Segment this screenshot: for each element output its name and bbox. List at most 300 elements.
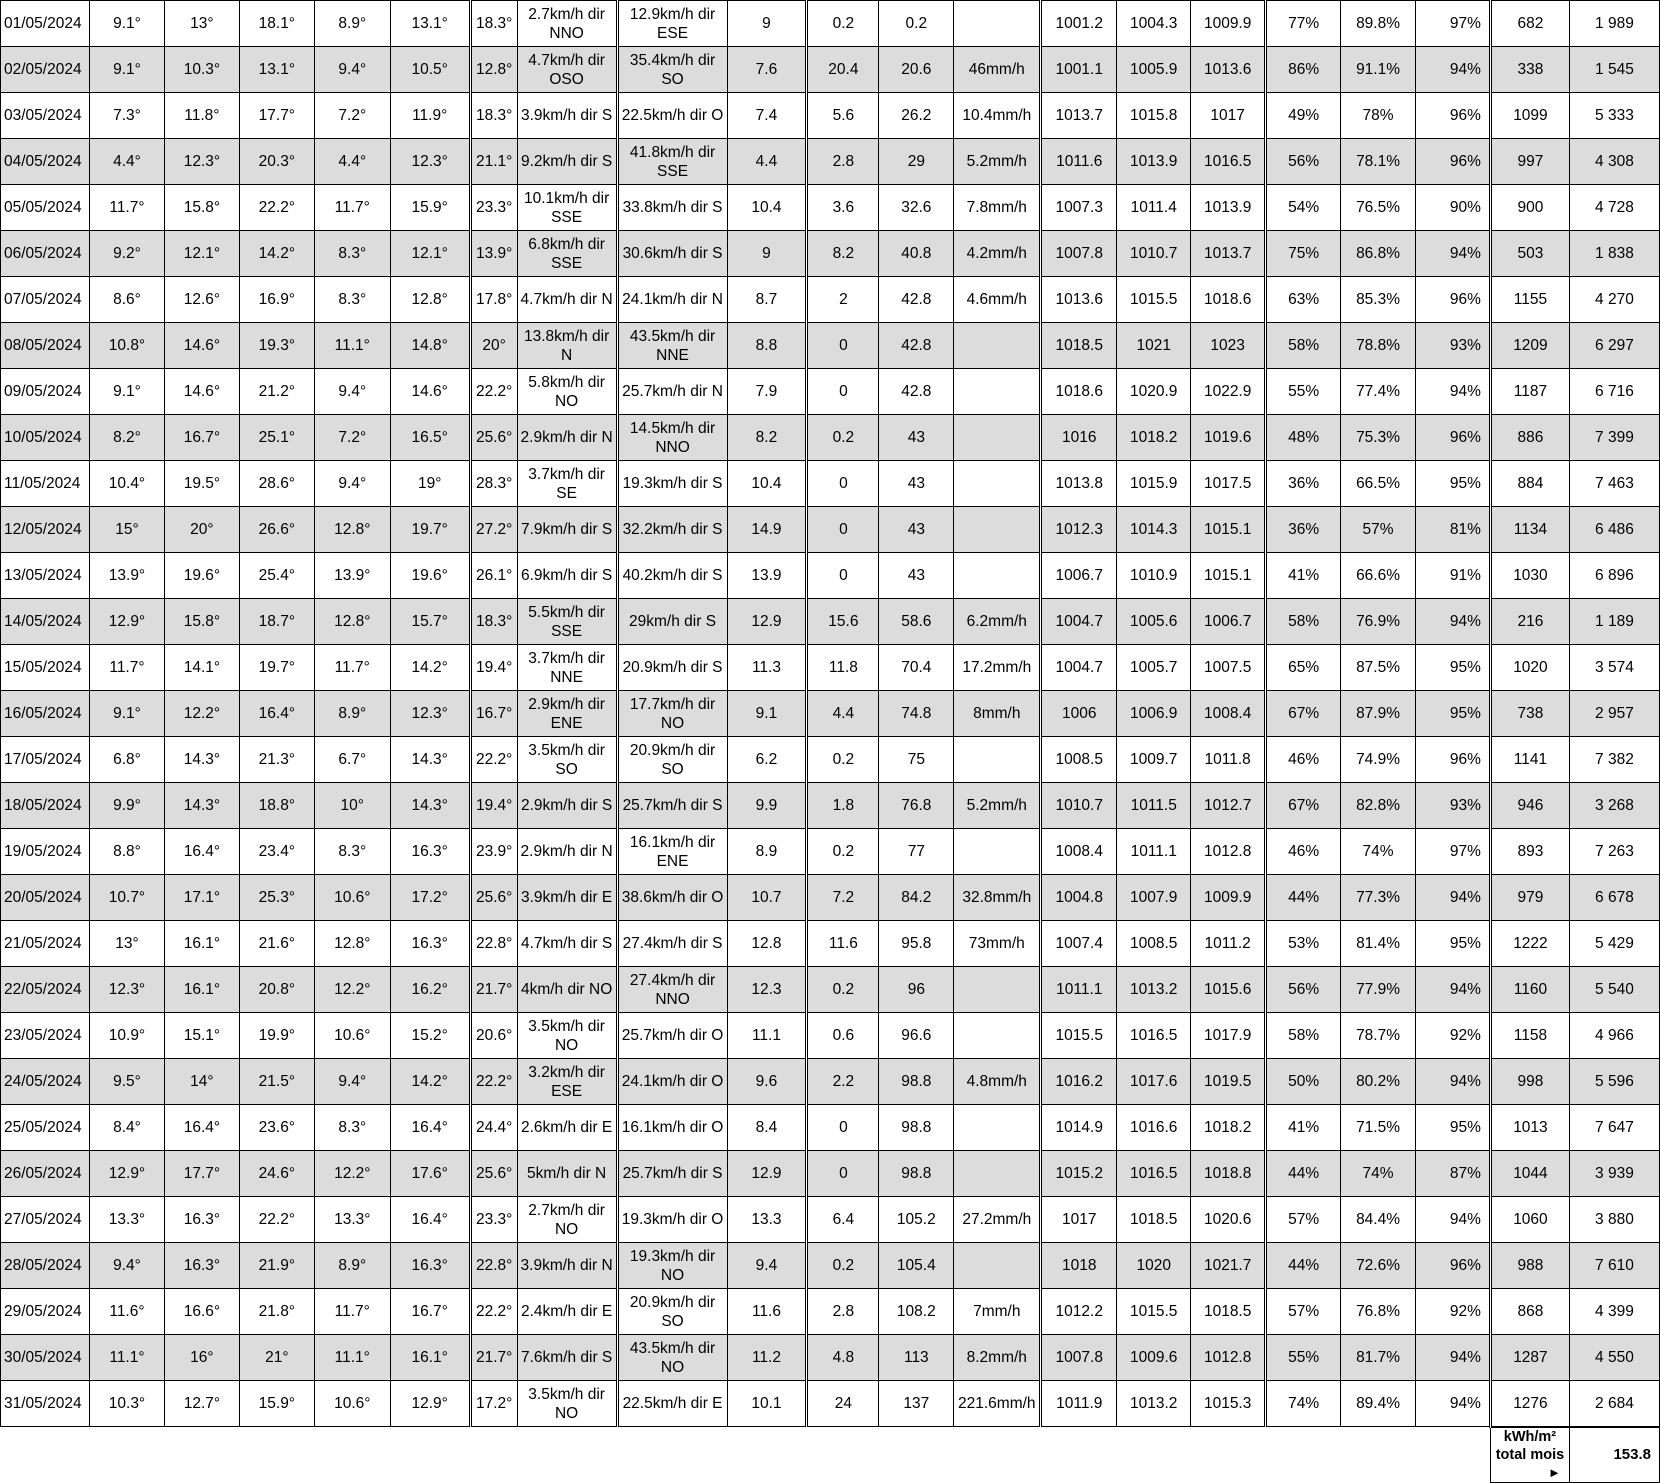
cell-pressure-avg: 1008.5 <box>1117 921 1191 967</box>
cell-rain-day: 0 <box>807 323 879 369</box>
cell-wind-gust: 20.9km/h dir SO <box>617 1289 727 1335</box>
cell-wind-gust: 19.3km/h dir O <box>617 1197 727 1243</box>
cell-rain-day: 2.2 <box>807 1059 879 1105</box>
cell-pressure-max: 1018.8 <box>1191 1151 1266 1197</box>
cell-humidity-avg: 76.9% <box>1341 599 1416 645</box>
cell-solar-max: 1134 <box>1490 507 1569 553</box>
cell-wind-avg: 3.9km/h dir S <box>517 93 617 139</box>
cell-temp-min: 12.9° <box>89 1151 164 1197</box>
cell-temp2-avg: 12.3° <box>390 139 470 185</box>
cell-rain-day: 1.8 <box>807 783 879 829</box>
cell-temp2-min: 11.7° <box>314 185 390 231</box>
cell-temp-avg: 15.1° <box>164 1013 239 1059</box>
table-row <box>1 323 1660 369</box>
cell-pressure-max: 1017.5 <box>1191 461 1266 507</box>
cell-rain-rate: 4.2mm/h <box>954 231 1041 277</box>
table-row <box>1 1013 1660 1059</box>
cell-solar-total: 6 896 <box>1569 553 1659 599</box>
cell-temp-min: 13.9° <box>89 553 164 599</box>
cell-humidity-min: 67% <box>1266 691 1341 737</box>
cell-solar-max: 900 <box>1490 185 1569 231</box>
cell-wind-avg: 3.2km/h dir ESE <box>517 1059 617 1105</box>
cell-humidity-avg: 78.7% <box>1341 1013 1416 1059</box>
cell-dew-point: 9 <box>727 231 807 277</box>
cell-rain-day: 8.2 <box>807 231 879 277</box>
cell-humidity-min: 63% <box>1266 277 1341 323</box>
cell-dew-point: 10.7 <box>727 875 807 921</box>
cell-solar-total: 7 610 <box>1569 1243 1659 1289</box>
cell-pressure-avg: 1004.3 <box>1117 1 1191 47</box>
cell-rain-cumul: 74.8 <box>879 691 954 737</box>
cell-temp-min: 11.1° <box>89 1335 164 1381</box>
cell-wind-gust: 38.6km/h dir O <box>617 875 727 921</box>
cell-rain-cumul: 105.4 <box>879 1243 954 1289</box>
cell-humidity-avg: 78.8% <box>1341 323 1416 369</box>
cell-pressure-min: 1011.1 <box>1041 967 1117 1013</box>
cell-humidity-min: 44% <box>1266 875 1341 921</box>
cell-humidity-avg: 57% <box>1341 507 1416 553</box>
cell-solar-total: 4 399 <box>1569 1289 1659 1335</box>
cell-temp-avg: 14.6° <box>164 323 239 369</box>
table-row <box>1 1197 1660 1243</box>
cell-solar-max: 868 <box>1490 1289 1569 1335</box>
cell-date: 15/05/2024 <box>1 645 90 691</box>
cell-pressure-avg: 1011.4 <box>1117 185 1191 231</box>
cell-temp2-max: 22.2° <box>470 1059 517 1105</box>
cell-humidity-max: 96% <box>1416 1243 1491 1289</box>
table-row <box>1 47 1660 93</box>
cell-wind-gust: 19.3km/h dir S <box>617 461 727 507</box>
cell-temp2-min: 12.2° <box>314 1151 390 1197</box>
cell-date: 13/05/2024 <box>1 553 90 599</box>
cell-pressure-avg: 1005.9 <box>1117 47 1191 93</box>
cell-temp2-max: 18.3° <box>470 93 517 139</box>
table-row <box>1 415 1660 461</box>
cell-temp2-avg: 13.1° <box>390 1 470 47</box>
cell-temp-avg: 16.4° <box>164 829 239 875</box>
cell-rain-day: 2 <box>807 277 879 323</box>
cell-temp2-max: 25.6° <box>470 415 517 461</box>
cell-pressure-min: 1013.6 <box>1041 277 1117 323</box>
cell-temp2-max: 20.6° <box>470 1013 517 1059</box>
table-row <box>1 1151 1660 1197</box>
cell-pressure-avg: 1021 <box>1117 323 1191 369</box>
cell-humidity-max: 94% <box>1416 1197 1491 1243</box>
cell-dew-point: 12.9 <box>727 1151 807 1197</box>
cell-humidity-max: 92% <box>1416 1013 1491 1059</box>
cell-solar-max: 1044 <box>1490 1151 1569 1197</box>
cell-temp-min: 9.1° <box>89 47 164 93</box>
cell-temp2-max: 21.1° <box>470 139 517 185</box>
cell-temp-avg: 20° <box>164 507 239 553</box>
cell-solar-total: 6 486 <box>1569 507 1659 553</box>
cell-rain-rate <box>954 967 1041 1013</box>
cell-rain-rate: 10.4mm/h <box>954 93 1041 139</box>
cell-solar-max: 1160 <box>1490 967 1569 1013</box>
cell-rain-rate: 7.8mm/h <box>954 185 1041 231</box>
cell-pressure-max: 1018.6 <box>1191 277 1266 323</box>
cell-temp-min: 11.6° <box>89 1289 164 1335</box>
cell-wind-gust: 29km/h dir S <box>617 599 727 645</box>
cell-pressure-avg: 1009.6 <box>1117 1335 1191 1381</box>
cell-solar-max: 1141 <box>1490 737 1569 783</box>
cell-humidity-min: 55% <box>1266 1335 1341 1381</box>
cell-rain-day: 2.8 <box>807 139 879 185</box>
cell-pressure-max: 1015.6 <box>1191 967 1266 1013</box>
cell-humidity-avg: 89.8% <box>1341 1 1416 47</box>
cell-temp2-min: 10.6° <box>314 875 390 921</box>
cell-humidity-max: 96% <box>1416 277 1491 323</box>
cell-rain-cumul: 75 <box>879 737 954 783</box>
cell-pressure-avg: 1013.9 <box>1117 139 1191 185</box>
cell-humidity-avg: 76.5% <box>1341 185 1416 231</box>
cell-rain-day: 15.6 <box>807 599 879 645</box>
cell-wind-gust: 20.9km/h dir SO <box>617 737 727 783</box>
cell-wind-gust: 25.7km/h dir N <box>617 369 727 415</box>
cell-pressure-min: 1007.8 <box>1041 231 1117 277</box>
cell-solar-total: 5 540 <box>1569 967 1659 1013</box>
cell-dew-point: 12.3 <box>727 967 807 1013</box>
cell-wind-gust: 22.5km/h dir E <box>617 1381 727 1427</box>
cell-temp2-min: 12.8° <box>314 921 390 967</box>
cell-wind-avg: 2.9km/h dir ENE <box>517 691 617 737</box>
cell-humidity-avg: 77.4% <box>1341 369 1416 415</box>
cell-pressure-min: 1018.5 <box>1041 323 1117 369</box>
cell-pressure-avg: 1020.9 <box>1117 369 1191 415</box>
cell-temp2-min: 11.7° <box>314 645 390 691</box>
cell-wind-gust: 14.5km/h dir NNO <box>617 415 727 461</box>
cell-solar-max: 1013 <box>1490 1105 1569 1151</box>
cell-humidity-min: 44% <box>1266 1151 1341 1197</box>
cell-solar-max: 216 <box>1490 599 1569 645</box>
cell-temp2-max: 26.1° <box>470 553 517 599</box>
cell-temp2-max: 24.4° <box>470 1105 517 1151</box>
cell-humidity-max: 87% <box>1416 1151 1491 1197</box>
cell-humidity-max: 93% <box>1416 783 1491 829</box>
cell-rain-rate: 73mm/h <box>954 921 1041 967</box>
cell-temp2-min: 10° <box>314 783 390 829</box>
cell-rain-rate <box>954 1013 1041 1059</box>
cell-solar-total: 4 308 <box>1569 139 1659 185</box>
cell-temp2-max: 23.3° <box>470 1197 517 1243</box>
table-row <box>1 93 1660 139</box>
cell-temp-max: 23.4° <box>239 829 314 875</box>
cell-rain-rate <box>954 415 1041 461</box>
cell-date: 09/05/2024 <box>1 369 90 415</box>
monthly-total-row <box>1 1427 1660 1483</box>
cell-solar-total: 1 838 <box>1569 231 1659 277</box>
cell-humidity-min: 67% <box>1266 783 1341 829</box>
cell-pressure-min: 1004.8 <box>1041 875 1117 921</box>
cell-wind-avg: 4.7km/h dir OSO <box>517 47 617 93</box>
cell-humidity-max: 96% <box>1416 93 1491 139</box>
cell-temp-avg: 16.4° <box>164 1105 239 1151</box>
cell-solar-total: 7 382 <box>1569 737 1659 783</box>
cell-solar-total: 2 684 <box>1569 1381 1659 1427</box>
cell-rain-rate <box>954 507 1041 553</box>
cell-rain-cumul: 43 <box>879 415 954 461</box>
cell-pressure-max: 1007.5 <box>1191 645 1266 691</box>
cell-temp-min: 8.6° <box>89 277 164 323</box>
cell-rain-cumul: 137 <box>879 1381 954 1427</box>
cell-rain-day: 4.8 <box>807 1335 879 1381</box>
cell-date: 02/05/2024 <box>1 47 90 93</box>
cell-temp-min: 13.3° <box>89 1197 164 1243</box>
cell-humidity-avg: 66.5% <box>1341 461 1416 507</box>
cell-temp2-min: 12.2° <box>314 967 390 1013</box>
table-row <box>1 783 1660 829</box>
cell-humidity-max: 95% <box>1416 1105 1491 1151</box>
cell-solar-total: 2 957 <box>1569 691 1659 737</box>
table-row <box>1 1335 1660 1381</box>
table-row <box>1 691 1660 737</box>
cell-temp2-max: 28.3° <box>470 461 517 507</box>
cell-wind-avg: 10.1km/h dir SSE <box>517 185 617 231</box>
cell-temp-avg: 14.1° <box>164 645 239 691</box>
cell-humidity-max: 94% <box>1416 1335 1491 1381</box>
cell-humidity-avg: 86.8% <box>1341 231 1416 277</box>
cell-wind-gust: 25.7km/h dir S <box>617 1151 727 1197</box>
cell-humidity-min: 56% <box>1266 139 1341 185</box>
cell-wind-avg: 2.7km/h dir NO <box>517 1197 617 1243</box>
cell-pressure-avg: 1014.3 <box>1117 507 1191 553</box>
cell-solar-max: 1209 <box>1490 323 1569 369</box>
cell-temp-max: 19.9° <box>239 1013 314 1059</box>
cell-rain-cumul: 42.8 <box>879 323 954 369</box>
cell-solar-max: 1030 <box>1490 553 1569 599</box>
cell-rain-rate: 5.2mm/h <box>954 139 1041 185</box>
cell-wind-avg: 3.5km/h dir SO <box>517 737 617 783</box>
cell-date: 24/05/2024 <box>1 1059 90 1105</box>
cell-pressure-max: 1022.9 <box>1191 369 1266 415</box>
cell-temp-min: 9.1° <box>89 691 164 737</box>
cell-pressure-avg: 1010.9 <box>1117 553 1191 599</box>
cell-temp-avg: 17.1° <box>164 875 239 921</box>
cell-dew-point: 13.3 <box>727 1197 807 1243</box>
cell-pressure-min: 1007.3 <box>1041 185 1117 231</box>
cell-pressure-min: 1013.7 <box>1041 93 1117 139</box>
cell-pressure-avg: 1011.5 <box>1117 783 1191 829</box>
table-row <box>1 461 1660 507</box>
cell-humidity-max: 94% <box>1416 231 1491 277</box>
cell-rain-day: 0 <box>807 1151 879 1197</box>
cell-date: 18/05/2024 <box>1 783 90 829</box>
table-row <box>1 921 1660 967</box>
cell-humidity-min: 49% <box>1266 93 1341 139</box>
cell-rain-day: 0.6 <box>807 1013 879 1059</box>
cell-wind-avg: 9.2km/h dir S <box>517 139 617 185</box>
cell-temp2-avg: 16.4° <box>390 1105 470 1151</box>
cell-temp2-min: 8.3° <box>314 231 390 277</box>
cell-wind-avg: 3.9km/h dir E <box>517 875 617 921</box>
cell-dew-point: 9 <box>727 1 807 47</box>
cell-temp2-avg: 14.6° <box>390 369 470 415</box>
cell-temp2-max: 23.3° <box>470 185 517 231</box>
cell-rain-cumul: 98.8 <box>879 1105 954 1151</box>
cell-temp2-max: 19.4° <box>470 645 517 691</box>
table-row <box>1 645 1660 691</box>
cell-temp-avg: 14.6° <box>164 369 239 415</box>
cell-pressure-min: 1012.2 <box>1041 1289 1117 1335</box>
cell-humidity-min: 48% <box>1266 415 1341 461</box>
cell-rain-rate: 6.2mm/h <box>954 599 1041 645</box>
cell-dew-point: 8.2 <box>727 415 807 461</box>
cell-pressure-max: 1018.5 <box>1191 1289 1266 1335</box>
cell-temp2-min: 9.4° <box>314 461 390 507</box>
cell-date: 28/05/2024 <box>1 1243 90 1289</box>
cell-rain-cumul: 95.8 <box>879 921 954 967</box>
cell-temp2-max: 25.6° <box>470 875 517 921</box>
cell-solar-total: 6 678 <box>1569 875 1659 921</box>
cell-temp-min: 10.7° <box>89 875 164 921</box>
cell-wind-avg: 6.8km/h dir SSE <box>517 231 617 277</box>
cell-solar-max: 503 <box>1490 231 1569 277</box>
cell-humidity-avg: 78.1% <box>1341 139 1416 185</box>
cell-wind-avg: 3.5km/h dir NO <box>517 1013 617 1059</box>
cell-temp-max: 19.7° <box>239 645 314 691</box>
cell-temp2-min: 8.9° <box>314 1243 390 1289</box>
cell-rain-cumul: 42.8 <box>879 277 954 323</box>
cell-wind-gust: 20.9km/h dir S <box>617 645 727 691</box>
cell-dew-point: 7.6 <box>727 47 807 93</box>
cell-temp2-avg: 14.2° <box>390 1059 470 1105</box>
cell-date: 23/05/2024 <box>1 1013 90 1059</box>
cell-temp-max: 20.8° <box>239 967 314 1013</box>
cell-rain-cumul: 84.2 <box>879 875 954 921</box>
cell-date: 17/05/2024 <box>1 737 90 783</box>
cell-humidity-min: 55% <box>1266 369 1341 415</box>
cell-date: 14/05/2024 <box>1 599 90 645</box>
cell-humidity-max: 97% <box>1416 829 1491 875</box>
cell-temp2-min: 11.1° <box>314 1335 390 1381</box>
cell-temp2-min: 11.1° <box>314 323 390 369</box>
cell-temp2-avg: 10.5° <box>390 47 470 93</box>
cell-temp2-min: 8.3° <box>314 829 390 875</box>
cell-humidity-avg: 84.4% <box>1341 1197 1416 1243</box>
cell-wind-gust: 16.1km/h dir O <box>617 1105 727 1151</box>
cell-temp2-avg: 16.1° <box>390 1335 470 1381</box>
cell-humidity-max: 94% <box>1416 599 1491 645</box>
cell-solar-total: 5 596 <box>1569 1059 1659 1105</box>
cell-dew-point: 6.2 <box>727 737 807 783</box>
cell-wind-gust: 32.2km/h dir S <box>617 507 727 553</box>
table-row <box>1 369 1660 415</box>
cell-temp2-max: 13.9° <box>470 231 517 277</box>
cell-rain-cumul: 43 <box>879 553 954 599</box>
cell-solar-total: 3 880 <box>1569 1197 1659 1243</box>
cell-humidity-avg: 87.9% <box>1341 691 1416 737</box>
cell-rain-cumul: 29 <box>879 139 954 185</box>
cell-wind-gust: 41.8km/h dir SSE <box>617 139 727 185</box>
cell-solar-total: 3 268 <box>1569 783 1659 829</box>
cell-temp-min: 11.7° <box>89 645 164 691</box>
cell-temp2-avg: 17.6° <box>390 1151 470 1197</box>
cell-date: 27/05/2024 <box>1 1197 90 1243</box>
cell-solar-total: 4 550 <box>1569 1335 1659 1381</box>
cell-pressure-min: 1011.6 <box>1041 139 1117 185</box>
cell-rain-cumul: 96 <box>879 967 954 1013</box>
cell-temp2-min: 6.7° <box>314 737 390 783</box>
cell-date: 04/05/2024 <box>1 139 90 185</box>
cell-temp-avg: 16.1° <box>164 967 239 1013</box>
cell-temp-min: 6.8° <box>89 737 164 783</box>
cell-wind-gust: 33.8km/h dir S <box>617 185 727 231</box>
table-row <box>1 1059 1660 1105</box>
cell-solar-total: 1 545 <box>1569 47 1659 93</box>
cell-wind-gust: 25.7km/h dir O <box>617 1013 727 1059</box>
cell-humidity-avg: 91.1% <box>1341 47 1416 93</box>
cell-temp-max: 21.3° <box>239 737 314 783</box>
cell-humidity-min: 56% <box>1266 967 1341 1013</box>
cell-temp-min: 8.8° <box>89 829 164 875</box>
cell-solar-max: 682 <box>1490 1 1569 47</box>
cell-date: 01/05/2024 <box>1 1 90 47</box>
table-row <box>1 875 1660 921</box>
cell-rain-rate <box>954 737 1041 783</box>
cell-humidity-avg: 74.9% <box>1341 737 1416 783</box>
cell-date: 25/05/2024 <box>1 1105 90 1151</box>
cell-temp-avg: 12.2° <box>164 691 239 737</box>
cell-pressure-avg: 1015.8 <box>1117 93 1191 139</box>
cell-humidity-min: 36% <box>1266 461 1341 507</box>
cell-pressure-min: 1007.8 <box>1041 1335 1117 1381</box>
cell-temp2-avg: 14.8° <box>390 323 470 369</box>
cell-temp2-min: 7.2° <box>314 93 390 139</box>
cell-solar-max: 1187 <box>1490 369 1569 415</box>
cell-humidity-min: 58% <box>1266 1013 1341 1059</box>
cell-temp-min: 9.2° <box>89 231 164 277</box>
cell-pressure-max: 1017.9 <box>1191 1013 1266 1059</box>
cell-solar-max: 1222 <box>1490 921 1569 967</box>
cell-humidity-max: 92% <box>1416 1289 1491 1335</box>
cell-temp-max: 21.2° <box>239 369 314 415</box>
cell-humidity-max: 96% <box>1416 139 1491 185</box>
cell-temp-avg: 19.5° <box>164 461 239 507</box>
cell-temp2-min: 12.8° <box>314 599 390 645</box>
cell-temp2-max: 12.8° <box>470 47 517 93</box>
table-row <box>1 599 1660 645</box>
cell-temp2-min: 10.6° <box>314 1381 390 1427</box>
cell-pressure-min: 1014.9 <box>1041 1105 1117 1151</box>
cell-wind-gust: 19.3km/h dir NO <box>617 1243 727 1289</box>
cell-temp2-avg: 19° <box>390 461 470 507</box>
cell-pressure-avg: 1007.9 <box>1117 875 1191 921</box>
cell-wind-avg: 5.8km/h dir NO <box>517 369 617 415</box>
cell-temp2-min: 12.8° <box>314 507 390 553</box>
cell-wind-gust: 35.4km/h dir SO <box>617 47 727 93</box>
cell-temp-avg: 12.1° <box>164 231 239 277</box>
cell-rain-day: 0.2 <box>807 829 879 875</box>
cell-temp-min: 15° <box>89 507 164 553</box>
cell-humidity-max: 94% <box>1416 875 1491 921</box>
cell-temp2-avg: 15.9° <box>390 185 470 231</box>
cell-temp-min: 4.4° <box>89 139 164 185</box>
cell-pressure-max: 1006.7 <box>1191 599 1266 645</box>
cell-temp-min: 10.9° <box>89 1013 164 1059</box>
cell-rain-day: 2.8 <box>807 1289 879 1335</box>
cell-pressure-max: 1009.9 <box>1191 1 1266 47</box>
cell-humidity-min: 74% <box>1266 1381 1341 1427</box>
cell-solar-max: 1158 <box>1490 1013 1569 1059</box>
cell-wind-gust: 24.1km/h dir O <box>617 1059 727 1105</box>
cell-temp2-min: 7.2° <box>314 415 390 461</box>
table-row <box>1 507 1660 553</box>
cell-temp2-max: 21.7° <box>470 967 517 1013</box>
cell-humidity-min: 65% <box>1266 645 1341 691</box>
cell-temp-avg: 15.8° <box>164 599 239 645</box>
cell-temp2-max: 23.9° <box>470 829 517 875</box>
table-row <box>1 1381 1660 1427</box>
